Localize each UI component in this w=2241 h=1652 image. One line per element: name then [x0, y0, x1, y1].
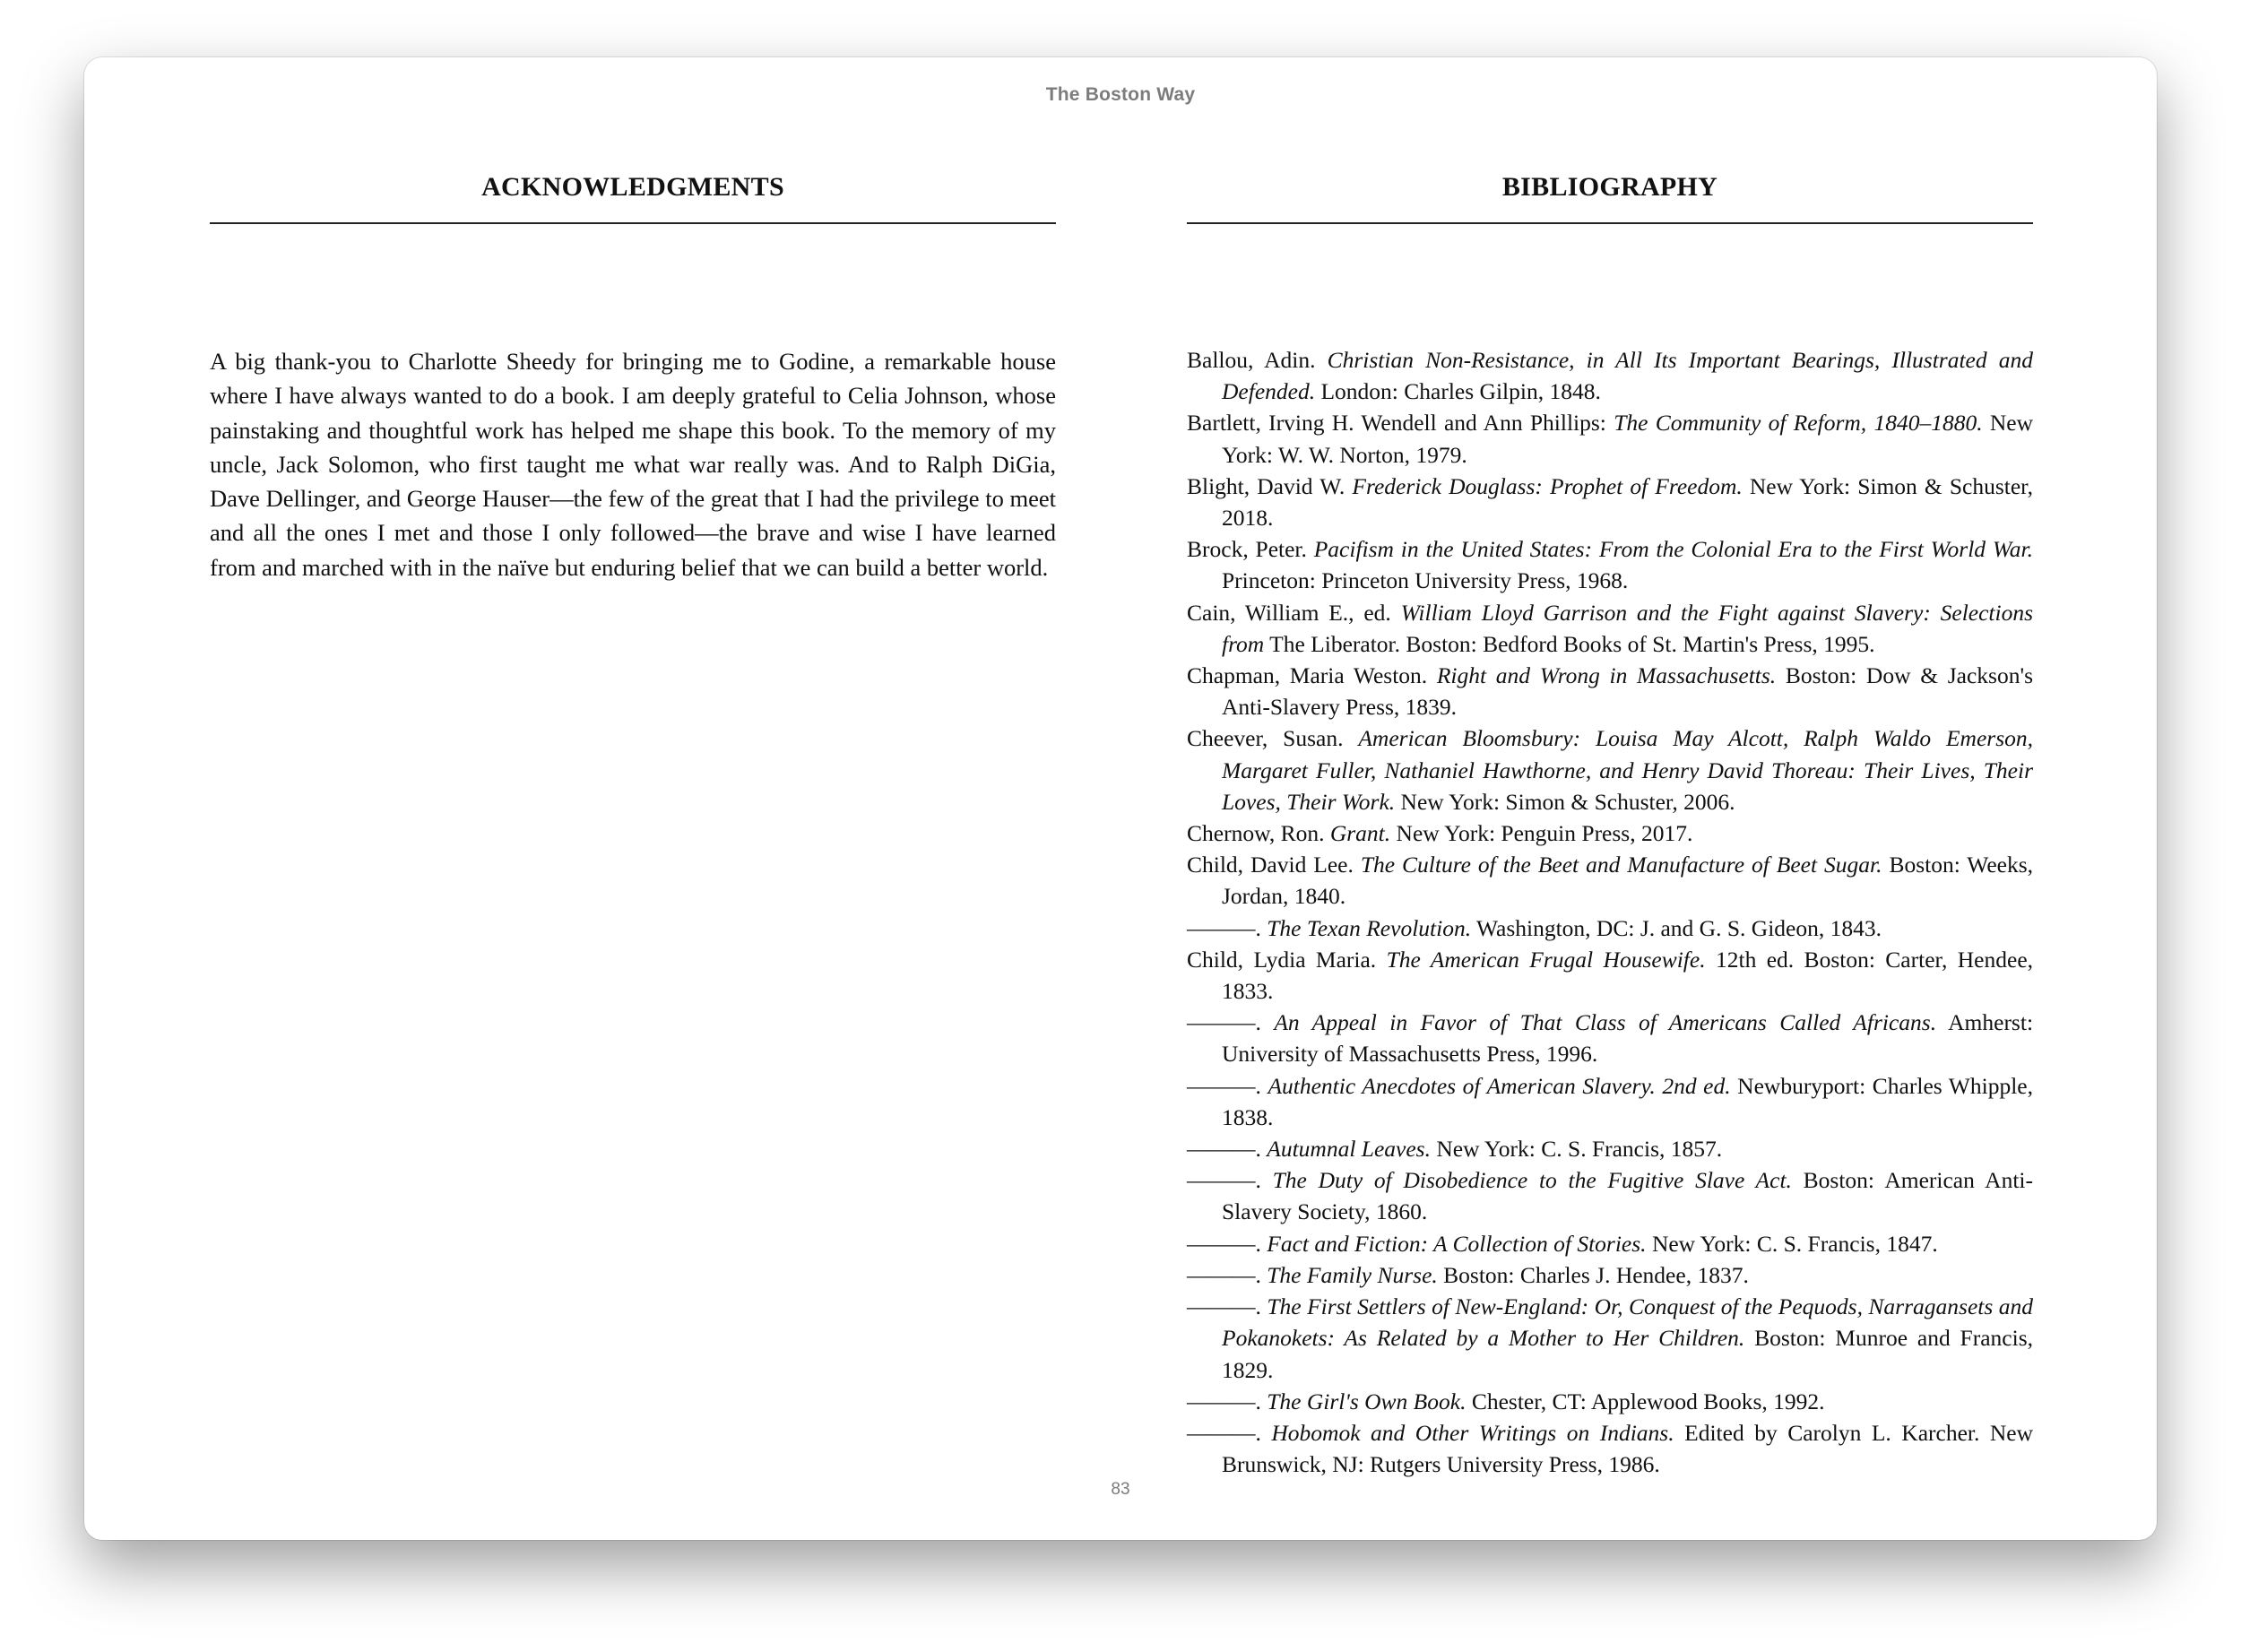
- bibliography-entry: [1187, 344, 2033, 407]
- entry-author: Child, Lydia Maria.: [1187, 946, 1377, 973]
- page-number: 83: [1111, 1480, 1130, 1499]
- entry-title: Right and Wrong in Massachusetts.: [1436, 662, 1777, 689]
- entry-title: An Appeal in Favor of That Class of Americans Called Africans.: [1274, 1009, 1937, 1036]
- bibliography-entry: [1187, 1007, 2033, 1069]
- entry-author: ———.: [1187, 1009, 1261, 1036]
- right-page: [1187, 172, 2033, 1480]
- bibliography-entry: [1187, 1386, 2033, 1417]
- bibliography-entry: [1187, 722, 2033, 817]
- entry-title: William Lloyd Garrison and the Fight against Slavery: Selections from: [1222, 599, 2034, 657]
- bibliography-entry: [1187, 407, 2033, 470]
- entry-title: Hobomok and Other Writings on Indians.: [1271, 1419, 1674, 1446]
- bibliography-entry: [1187, 849, 2033, 912]
- entry-publication: New York: Simon & Schuster, 2006.: [1400, 788, 1735, 815]
- entry-publication: New York: C. S. Francis, 1847.: [1651, 1230, 1938, 1257]
- entry-author: Ballou, Adin.: [1187, 347, 1316, 373]
- entry-publication: New York: Simon & Schuster, 2018.: [1222, 472, 2034, 532]
- bibliography-list: [1187, 344, 2033, 1480]
- entry-author: ———.: [1187, 1072, 1261, 1099]
- entry-publication: Newburyport: Charles Whipple, 1838.: [1222, 1072, 2033, 1130]
- entry-publication: Amherst: University of Massachusetts Press, 1996.: [1222, 1009, 2034, 1068]
- entry-author: Cain, William E., ed.: [1187, 599, 1391, 626]
- entry-publication: 12th ed. Boston: Carter, Hendee, 1833.: [1222, 946, 2034, 1005]
- entry-title: The Duty of Disobedience to the Fugitive Slave Act.: [1272, 1167, 1792, 1194]
- entry-title: Grant.: [1329, 820, 1391, 847]
- bibliography-entry: [1187, 944, 2033, 1007]
- entry-title: Autumnal Leaves.: [1267, 1136, 1431, 1163]
- entry-author: ———.: [1187, 1230, 1261, 1257]
- bibliography-entry: [1187, 1417, 2033, 1480]
- acknowledgments-text: A big thank-you to Charlotte Sheedy for bringing me to Godine, a remarkable house where I have always wanted to do a book. I am deeply grateful to Celia Johnson, whose painstaking and thoughtful work has helped me shape this book. To the memory of my uncle, Jack Solomon, who first taught me what war really was. And to Ralph DiGia, Dave Dellinger, and George Hauser—the few of the great that I had the privilege to meet and all the ones I met and those I only followed—the brave and wise I have learned from and marched with in the naïve but enduring belief that we can build a better world.: [210, 348, 1056, 581]
- bibliography-entry: [1187, 1228, 2033, 1259]
- entry-publication: Boston: American Anti-Slavery Society, 1860.: [1222, 1167, 2034, 1225]
- bibliography-entry: [1187, 1133, 2033, 1164]
- entry-author: ———.: [1187, 1136, 1261, 1163]
- entry-publication: New York: C. S. Francis, 1857.: [1436, 1136, 1723, 1163]
- entry-publication: New York: Penguin Press, 2017.: [1396, 820, 1693, 847]
- entry-publication: Boston: Weeks, Jordan, 1840.: [1222, 852, 2034, 910]
- entry-publication: Chester, CT: Applewood Books, 1992.: [1471, 1388, 1825, 1414]
- bibliography-entry: [1187, 1070, 2033, 1133]
- bibliography-entry: [1187, 597, 2033, 660]
- entry-author: ———.: [1187, 1261, 1261, 1288]
- entry-publication: Boston: Charles J. Hendee, 1837.: [1443, 1261, 1749, 1288]
- entry-title: Fact and Fiction: A Collection of Stories.: [1267, 1230, 1647, 1257]
- bibliography-entry: [1187, 817, 2033, 849]
- bibliography-entry: [1187, 1259, 2033, 1291]
- entry-author: Brock, Peter.: [1187, 536, 1307, 563]
- entry-title: The Family Nurse.: [1267, 1261, 1438, 1288]
- bibliography-entry: [1187, 533, 2033, 596]
- entry-title: The Community of Reform, 1840–1880.: [1614, 410, 1983, 437]
- entry-publication: Washington, DC: J. and G. S. Gideon, 1843.: [1476, 914, 1882, 941]
- reader-window: [84, 57, 2157, 1540]
- entry-publication: Boston: Dow & Jackson's Anti-Slavery Press, 1839.: [1222, 662, 2033, 721]
- entry-publication: Princeton: Princeton University Press, 1968.: [1222, 567, 1629, 594]
- entry-title: Pacifism in the United States: From the Colonial Era to the First World War.: [1313, 536, 2033, 563]
- entry-author: ———.: [1187, 1167, 1261, 1194]
- entry-author: Chernow, Ron.: [1187, 820, 1325, 847]
- bibliography-heading: BIBLIOGRAPHY: [1187, 172, 2033, 224]
- entry-author: ———.: [1187, 914, 1261, 941]
- acknowledgments-heading: ACKNOWLEDGMENTS: [210, 172, 1056, 224]
- entry-publication: New York: W. W. Norton, 1979.: [1222, 410, 2034, 468]
- entry-title: American Bloomsbury: Louisa May Alcott, Ralph Waldo Emerson, Margaret Fuller, Nathaniel Hawthorne, and Henry David Thoreau: Their Lives, Their Loves, Their Work.: [1222, 725, 2034, 815]
- bibliography-entry: [1187, 471, 2033, 533]
- entry-author: ———.: [1187, 1293, 1261, 1320]
- entry-title: Frederick Douglass: Prophet of Freedom.: [1352, 472, 1743, 499]
- entry-author: ———.: [1187, 1388, 1261, 1414]
- entry-publication: Edited by Carolyn L. Karcher. New Brunswick, NJ: Rutgers University Press, 1986.: [1222, 1419, 2034, 1478]
- entry-title: The Girl's Own Book.: [1267, 1388, 1467, 1414]
- entry-title: The Culture of the Beet and Manufacture of Beet Sugar.: [1360, 852, 1882, 878]
- entry-publication: Boston: Munroe and Francis, 1829.: [1222, 1325, 2033, 1383]
- bibliography-entry: [1187, 1291, 2033, 1386]
- entry-author: Cheever, Susan.: [1187, 725, 1344, 752]
- entry-author: Chapman, Maria Weston.: [1187, 662, 1428, 689]
- entry-title: The First Settlers of New-England: Or, Conquest of the Pequods, Narragansets and Pokanokets: As Related by a Mother to Her Children.: [1222, 1293, 2034, 1352]
- left-page: [210, 172, 1056, 584]
- entry-publication: London: Charles Gilpin, 1848.: [1320, 378, 1601, 405]
- entry-title: Christian Non-Resistance, in All Its Important Bearings, Illustrated and Defended.: [1222, 347, 2033, 405]
- bibliography-entry: [1187, 660, 2033, 722]
- bibliography-entry: [1187, 912, 2033, 944]
- entry-title: The Texan Revolution.: [1267, 914, 1472, 941]
- entry-title: The American Frugal Housewife.: [1386, 946, 1706, 973]
- entry-publication: The Liberator. Boston: Bedford Books of St. Martin's Press, 1995.: [1269, 630, 1875, 657]
- window-title: The Boston Way: [1045, 84, 1196, 105]
- entry-author: ———.: [1187, 1419, 1261, 1446]
- entry-author: Blight, David W.: [1187, 472, 1345, 499]
- entry-author: Bartlett, Irving H. Wendell and Ann Phillips:: [1187, 410, 1606, 437]
- entry-title: Authentic Anecdotes of American Slavery. 2nd ed.: [1268, 1072, 1731, 1099]
- entry-author: Child, David Lee.: [1187, 852, 1354, 878]
- bibliography-entry: [1187, 1164, 2033, 1227]
